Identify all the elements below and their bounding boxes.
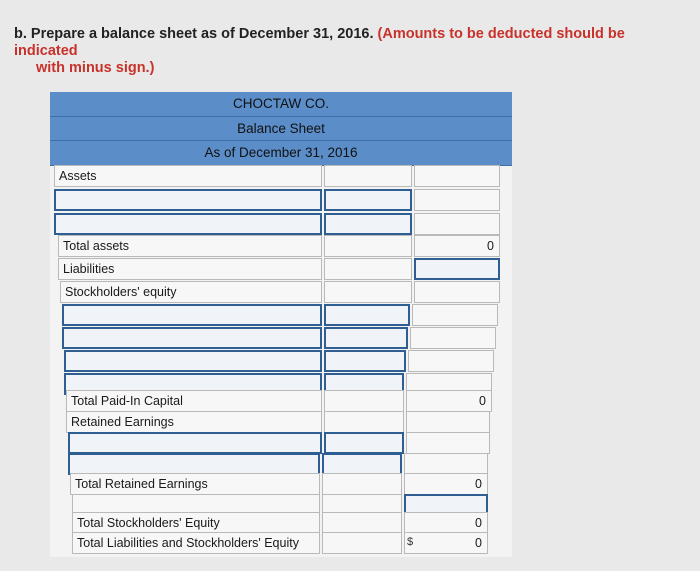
total-assets-row <box>50 235 512 258</box>
total-se-blank <box>322 512 402 534</box>
re-input-row-1 <box>50 432 512 455</box>
re-account-select-1[interactable] <box>68 432 322 454</box>
minus-sign-note: (Amounts to be deducted should be indicated <box>14 26 625 59</box>
liabilities-blank <box>324 258 412 280</box>
total-retained-label: Total Retained Earnings <box>70 473 320 495</box>
part-label: b. <box>14 26 27 42</box>
equity-blank-1 <box>412 304 498 326</box>
equity-blank-2 <box>410 327 496 349</box>
assets-amt2 <box>414 165 500 187</box>
total-paid-in-value: 0 <box>406 390 492 412</box>
equity-amount-input-2[interactable] <box>324 327 408 349</box>
company-name: CHOCTAW CO. <box>50 92 512 117</box>
statement-date: As of December 31, 2016 <box>50 141 512 166</box>
total-le-value: 0 <box>404 532 488 554</box>
equity-account-select-1[interactable] <box>62 304 322 326</box>
total-assets-label: Total assets <box>58 235 322 257</box>
equity-amount-input-3[interactable] <box>324 350 406 372</box>
liabilities-amount-input[interactable] <box>414 258 500 280</box>
total-le-row <box>50 532 512 555</box>
equity-account-select-2[interactable] <box>62 327 322 349</box>
total-se-value: 0 <box>404 512 488 534</box>
asset-account-select-2[interactable] <box>54 213 322 235</box>
equity-account-select-3[interactable] <box>64 350 322 372</box>
re-amount-input-1[interactable] <box>324 432 404 454</box>
equity-input-row-2 <box>50 327 512 350</box>
instruction-text: Prepare a balance sheet as of December 31, 2016. <box>30 26 374 42</box>
re-amount-input-2[interactable] <box>322 453 402 475</box>
se-blank-1 <box>324 281 412 303</box>
asset-total-blank-1 <box>414 189 500 211</box>
minus-sign-note-cont: with minus sign.) <box>36 60 155 76</box>
se-blank-2 <box>414 281 500 303</box>
total-se-label: Total Stockholders' Equity <box>72 512 320 534</box>
statement-title: Balance Sheet <box>50 117 512 141</box>
balance-sheet-table <box>50 92 512 557</box>
asset-amount-input-2[interactable] <box>324 213 412 235</box>
assets-row <box>50 165 512 188</box>
total-paid-in-row <box>50 390 512 413</box>
equity-input-row-3 <box>50 350 512 373</box>
equity-blank-3 <box>408 350 494 372</box>
asset-input-row-2 <box>50 213 512 236</box>
retained-earnings-row <box>50 411 512 434</box>
assets-label: Assets <box>54 165 322 187</box>
total-assets-blank <box>324 235 412 257</box>
asset-total-blank-2 <box>414 213 500 235</box>
total-retained-blank <box>322 473 402 495</box>
total-le-label: Total Liabilities and Stockholders' Equity <box>72 532 320 554</box>
currency-symbol: $ <box>407 536 414 548</box>
total-paid-in-blank <box>324 390 404 412</box>
liabilities-label: Liabilities <box>58 258 322 280</box>
total-retained-row <box>50 473 512 496</box>
asset-amount-input-1[interactable] <box>324 189 412 211</box>
re-blank-3 <box>406 432 490 454</box>
equity-input-row-1 <box>50 304 512 327</box>
equity-amount-input-1[interactable] <box>324 304 410 326</box>
total-retained-value: 0 <box>404 473 488 495</box>
asset-input-row-1 <box>50 189 512 212</box>
question-prompt <box>14 26 690 77</box>
re-blank-1 <box>324 411 404 433</box>
re-blank-4 <box>404 453 488 475</box>
stockholders-equity-label: Stockholders' equity <box>60 281 322 303</box>
assets-amt1 <box>324 165 412 187</box>
total-paid-in-label: Total Paid-In Capital <box>66 390 322 412</box>
total-le-blank <box>322 532 402 554</box>
stockholders-equity-row <box>50 281 512 304</box>
liabilities-row <box>50 258 512 281</box>
asset-account-select-1[interactable] <box>54 189 322 211</box>
re-account-select-2[interactable] <box>68 453 320 475</box>
re-blank-2 <box>406 411 490 433</box>
retained-earnings-label: Retained Earnings <box>66 411 322 433</box>
total-assets-value: 0 <box>414 235 500 257</box>
